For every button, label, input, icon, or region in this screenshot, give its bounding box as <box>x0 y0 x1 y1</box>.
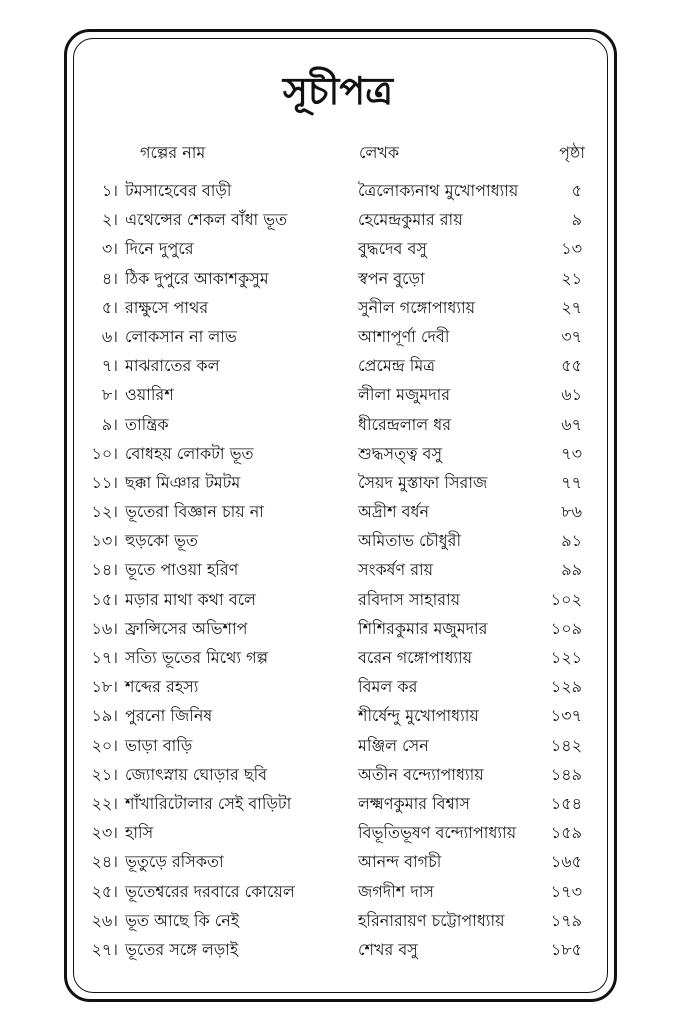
entry-number: ১৮। <box>91 677 118 697</box>
list-item <box>0 439 676 468</box>
story-title: টমসাহেবের বাড়ী <box>125 181 232 200</box>
page-title: সূচীপত্র <box>282 69 394 113</box>
contents-list <box>0 176 676 964</box>
entry-number: ২৭। <box>91 939 118 959</box>
author-name: শুদ্ধসত্ত্ব বসু <box>358 443 443 463</box>
page-number: ২১ <box>561 268 582 288</box>
author-name: লীলা মজুমদার <box>358 385 451 405</box>
entry-number: ১৯। <box>91 706 118 726</box>
story-title: রাক্ষুসে পাথর <box>125 297 209 317</box>
author-name: সংকর্ষণ রায় <box>358 560 434 580</box>
list-item <box>0 205 676 234</box>
author-name: শেখর বসু <box>358 939 418 959</box>
entry-number: ১৭। <box>91 648 118 667</box>
page-number: ৩৭ <box>561 326 582 346</box>
page-number: ১২৯ <box>550 677 582 697</box>
list-item <box>0 847 676 876</box>
author-name: বিভূতিভূষণ বন্দ্যোপাধ্যায় <box>358 823 517 843</box>
story-title: ওয়ারিশ <box>125 385 174 405</box>
column-header-story: গল্পের নাম <box>140 143 206 162</box>
entry-number: ১। <box>101 181 118 200</box>
story-title: ভূত আছে কি নেই <box>125 910 240 930</box>
author-name: আনন্দ বাগচী <box>358 852 442 872</box>
story-title: মড়ার মাথা কথা বলে <box>125 589 256 609</box>
author-name: বরেন গঙ্গোপাধ্যায় <box>358 648 473 667</box>
author-name: ত্রৈলোক্যনাথ মুখোপাধ্যায় <box>358 181 519 200</box>
entry-number: ৪। <box>101 268 118 288</box>
list-item <box>0 643 676 672</box>
entry-number: ২০। <box>91 735 118 755</box>
author-name: অতীন বন্দ্যোপাধ্যায় <box>358 764 484 784</box>
author-name: সুনীল গঙ্গোপাধ্যায় <box>358 297 476 317</box>
story-title: মাঝরাতের কল <box>125 356 220 376</box>
list-item <box>0 585 676 614</box>
page-number: ৬৭ <box>561 414 582 434</box>
list-item <box>0 176 676 205</box>
entry-number: ২৫। <box>91 881 118 901</box>
page-number: ৭৭ <box>561 472 582 492</box>
list-item <box>0 818 676 847</box>
list-item <box>0 935 676 964</box>
entry-number: ১০। <box>91 443 118 463</box>
page-number: ১০৯ <box>550 618 582 638</box>
page-number: ১৮৫ <box>550 939 582 959</box>
page-number: ৮৬ <box>561 502 582 522</box>
list-item <box>0 410 676 439</box>
list-item <box>0 701 676 730</box>
story-title: হাসি <box>125 823 154 843</box>
list-item <box>0 906 676 935</box>
story-title: শব্দের রহস্য <box>125 677 199 697</box>
list-item <box>0 731 676 760</box>
story-title: লোকসান না লাভ <box>125 326 237 346</box>
column-header-author: লেখক <box>359 143 400 162</box>
entry-number: ২২। <box>91 793 118 813</box>
author-name: শিশিরকুমার মজুমদার <box>358 618 488 638</box>
page-number: ৯১ <box>561 531 582 551</box>
author-name: হরিনারায়ণ চট্টোপাধ্যায় <box>358 910 505 930</box>
list-item <box>0 322 676 351</box>
story-title: দিনে দুপুরে <box>125 239 194 259</box>
author-name: জগদীশ দাস <box>358 881 434 901</box>
column-header-page: পৃষ্ঠা <box>559 143 585 162</box>
entry-number: ২। <box>101 210 118 230</box>
page-number: ৯৯ <box>561 560 582 580</box>
author-name: হেমেন্দ্রকুমার রায় <box>358 210 463 230</box>
list-item <box>0 526 676 555</box>
story-title: ঠিক দুপুরে আকাশকুসুম <box>125 268 269 288</box>
entry-number: ১২। <box>91 502 118 522</box>
author-name: শীর্ষেন্দু মুখোপাধ্যায় <box>358 706 479 726</box>
story-title: ভূতের সঙ্গে লড়াই <box>125 939 239 959</box>
author-name: অদ্রীশ বর্ধন <box>358 502 430 522</box>
page-number: ১৫৯ <box>550 823 582 843</box>
page-number: ১৩ <box>561 239 582 259</box>
story-title: হুড়কো ভূত <box>125 531 198 551</box>
story-title: পুরনো জিনিষ <box>125 706 213 726</box>
page-number: ১৭৩ <box>550 881 582 901</box>
page-number: ৫ <box>571 181 582 200</box>
entry-number: ৩। <box>101 239 118 259</box>
author-name: সৈয়দ মুস্তাফা সিরাজ <box>358 472 488 492</box>
page-number: ৫৫ <box>561 356 582 376</box>
list-item <box>0 877 676 906</box>
entry-number: ১৩। <box>91 531 118 551</box>
story-title: বোধহয় লোকটা ভূত <box>125 443 254 463</box>
story-title: ভূতেরা বিজ্ঞান চায় না <box>125 502 264 522</box>
page-number: ১৫৪ <box>550 793 582 813</box>
story-title: ভূতুড়ে রসিকতা <box>125 852 224 872</box>
page-number: ৯ <box>571 210 582 230</box>
list-item <box>0 614 676 643</box>
list-item <box>0 351 676 380</box>
entry-number: ২৪। <box>91 852 118 872</box>
entry-number: ৫। <box>101 297 118 317</box>
story-title: ভূতেশ্বরের দরবারে কোয়েল <box>125 881 295 901</box>
list-item <box>0 264 676 293</box>
page-number: ১৪৯ <box>550 764 582 784</box>
author-name: মঞ্জিল সেন <box>358 735 429 755</box>
story-title: সত্যি ভূতের মিথ্যে গল্প <box>125 648 269 667</box>
page-number: ৬১ <box>561 385 582 405</box>
entry-number: ৭। <box>101 356 118 376</box>
story-title: তান্ত্রিক <box>125 414 169 434</box>
list-item <box>0 760 676 789</box>
list-item <box>0 293 676 322</box>
page-number: ১৩৭ <box>550 706 582 726</box>
author-name: বুদ্ধদেব বসু <box>358 239 427 259</box>
story-title: ভূতে পাওয়া হরিণ <box>125 560 239 580</box>
page-number: ১৬৫ <box>550 852 582 872</box>
page-number: ১০২ <box>550 589 582 609</box>
story-title: ভাড়া বাড়ি <box>125 735 193 755</box>
story-title: শাঁখারিটোলার সেই বাড়িটা <box>125 793 292 813</box>
author-name: ধীরেন্দ্রলাল ধর <box>358 414 452 434</box>
entry-number: ২৩। <box>91 823 118 843</box>
entry-number: ১১। <box>91 472 118 492</box>
entry-number: ৬। <box>101 326 118 346</box>
list-item <box>0 789 676 818</box>
entry-number: ৯। <box>101 414 118 434</box>
author-name: রবিদাস সাহারায় <box>358 589 461 609</box>
entry-number: ১৬। <box>91 618 118 638</box>
list-item <box>0 234 676 263</box>
author-name: স্বপন বুড়ো <box>358 268 425 288</box>
entry-number: ২৬। <box>91 910 118 930</box>
author-name: আশাপূর্ণা দেবী <box>358 326 450 346</box>
entry-number: ২১। <box>91 764 118 784</box>
list-item <box>0 497 676 526</box>
author-name: লক্ষ্মণকুমার বিশ্বাস <box>358 793 470 813</box>
list-item <box>0 672 676 701</box>
entry-number: ১৪। <box>91 560 118 580</box>
page-number: ১৪২ <box>550 735 582 755</box>
page-number: ১৭৯ <box>550 910 582 930</box>
list-item <box>0 555 676 584</box>
author-name: অমিতাভ চৌধুরী <box>358 531 462 551</box>
page-number: ২৭ <box>561 297 582 317</box>
list-item <box>0 380 676 409</box>
page-number: ৭৩ <box>561 443 582 463</box>
story-title: ছক্কা মিঞার টমটম <box>125 472 241 492</box>
story-title: ফ্রান্সিসের অভিশাপ <box>125 618 248 638</box>
list-item <box>0 468 676 497</box>
entry-number: ৮। <box>101 385 118 405</box>
author-name: বিমল কর <box>358 677 418 697</box>
story-title: এথেন্সের শেকল বাঁধা ভূত <box>125 210 288 230</box>
author-name: প্রেমেন্দ্র মিত্র <box>358 356 435 376</box>
story-title: জ্যোৎস্নায় ঘোড়ার ছবি <box>125 764 268 784</box>
entry-number: ১৫। <box>91 589 118 609</box>
page-number: ১২১ <box>550 648 582 667</box>
